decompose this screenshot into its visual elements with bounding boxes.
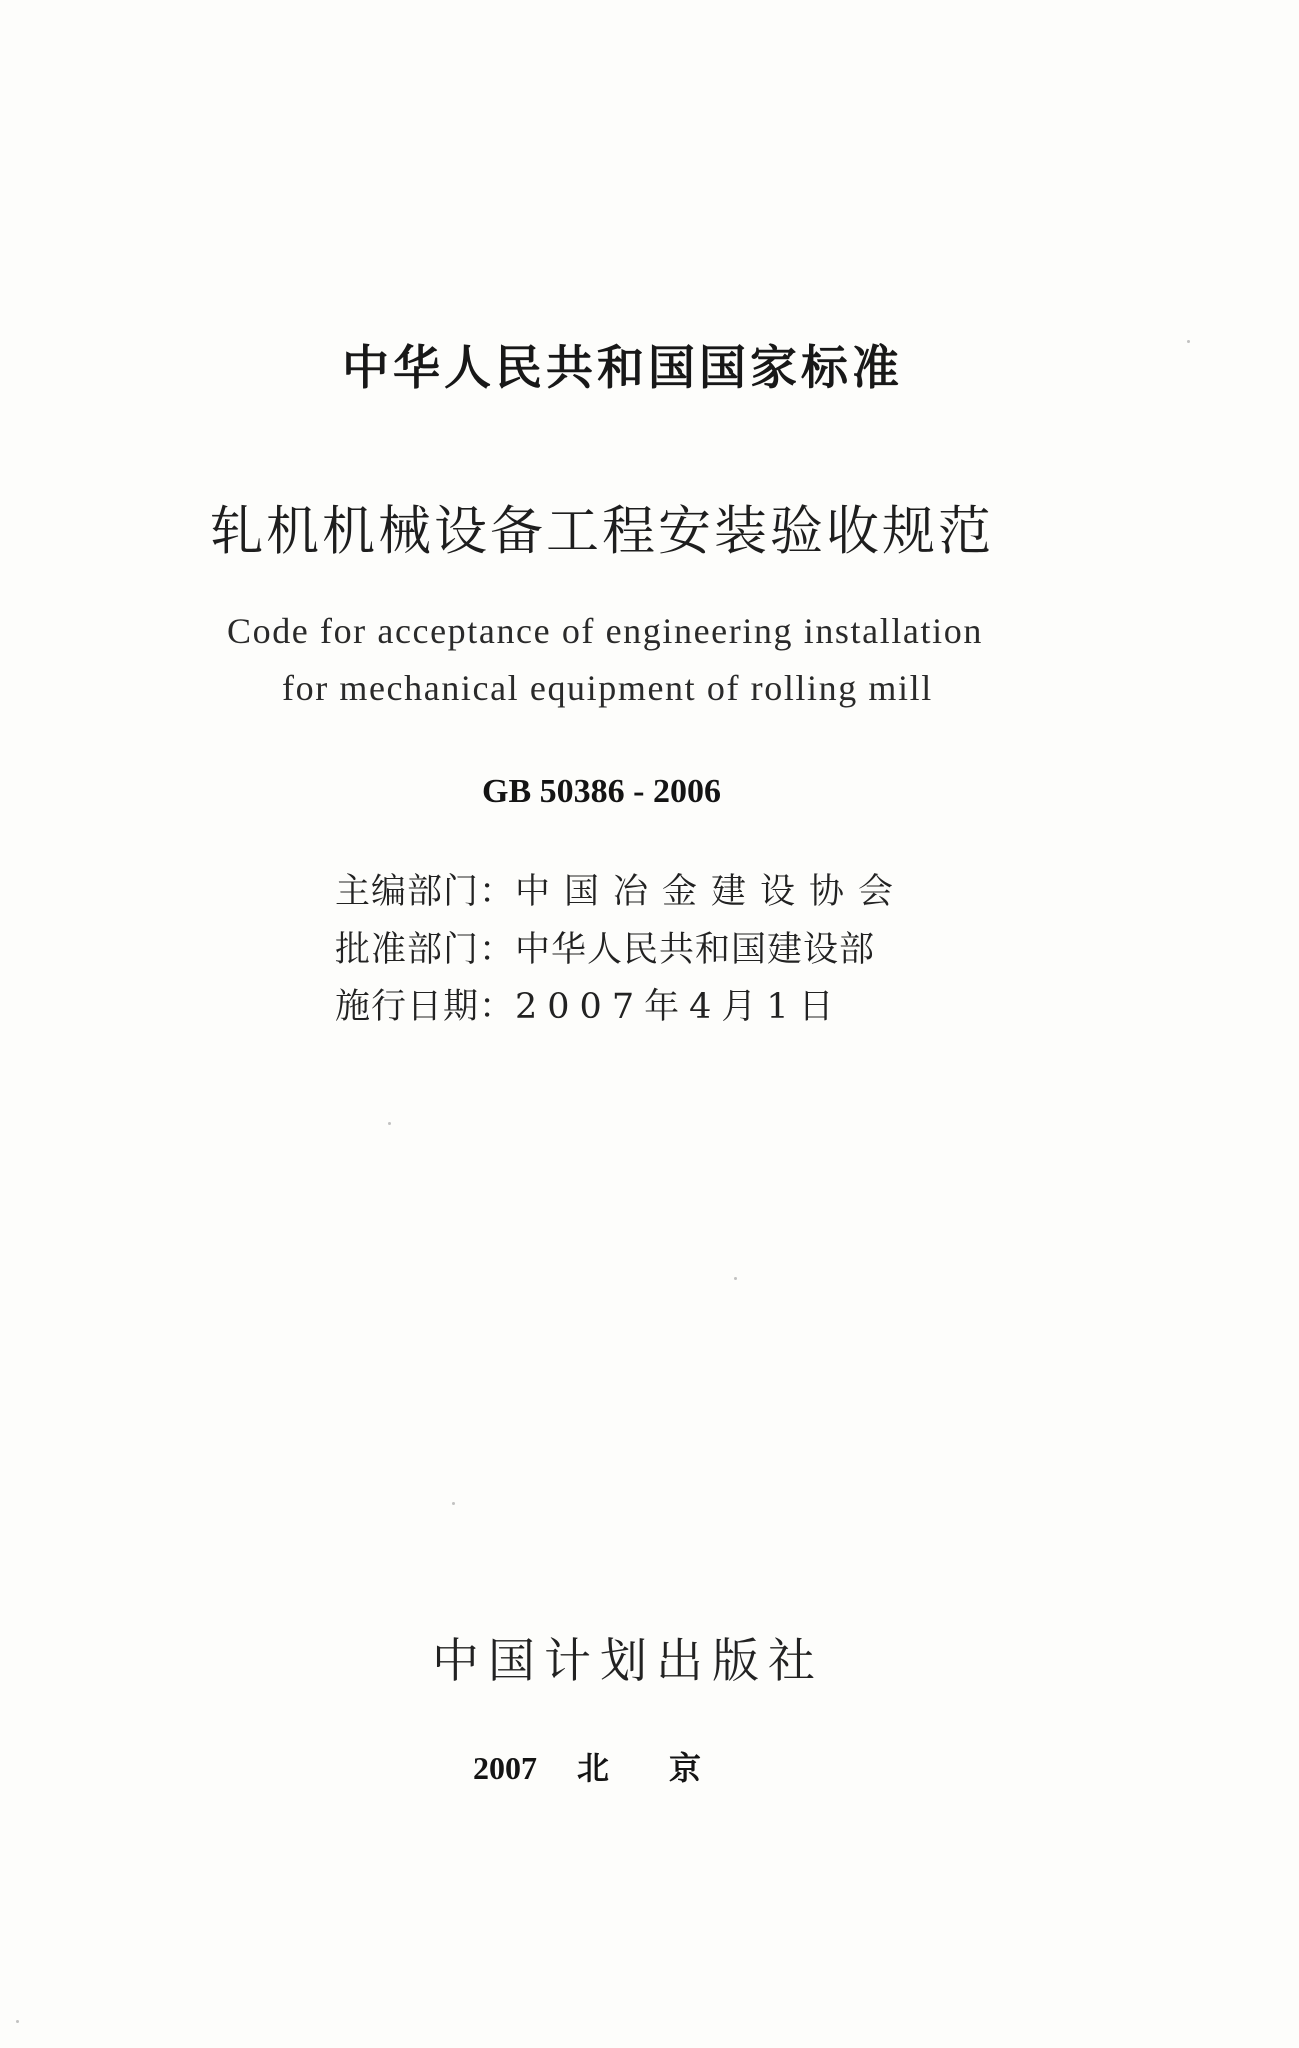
title-chinese: 轧机机械设备工程安装验收规范 [210,501,994,562]
approver-label: 批准部门： [335,930,516,970]
approver-row [335,930,1299,970]
standard-code-number: GB 50386 - 2006 [482,773,721,810]
effective-date-value: 2007年4月1日 [515,987,844,1027]
effective-date-label: 施行日期： [335,987,516,1027]
editor-row [335,872,1299,912]
scan-speck [1187,340,1190,343]
effective-date-row [335,987,1299,1027]
scan-speck [734,1277,737,1280]
imprint-city: 北京 [577,1750,762,1786]
title-english-line-2: for mechanical equipment of rolling mill [282,668,933,708]
title-english-line-1: Code for acceptance of engineering installation [227,611,983,651]
approver-value: 中华人民共和国建设部 [515,930,876,970]
editor-value: 中国冶金建设协会 [515,872,908,912]
editor-label: 主编部门： [335,872,516,912]
imprint [473,1752,1299,1784]
imprint-year: 2007 [473,1750,537,1786]
scan-speck [16,2020,19,2023]
scan-speck [388,1122,391,1125]
scan-speck [452,1502,455,1505]
series-title: 中华人民共和国国家标准 [342,341,903,396]
publisher-name: 中国计划出版社 [432,1634,824,1689]
